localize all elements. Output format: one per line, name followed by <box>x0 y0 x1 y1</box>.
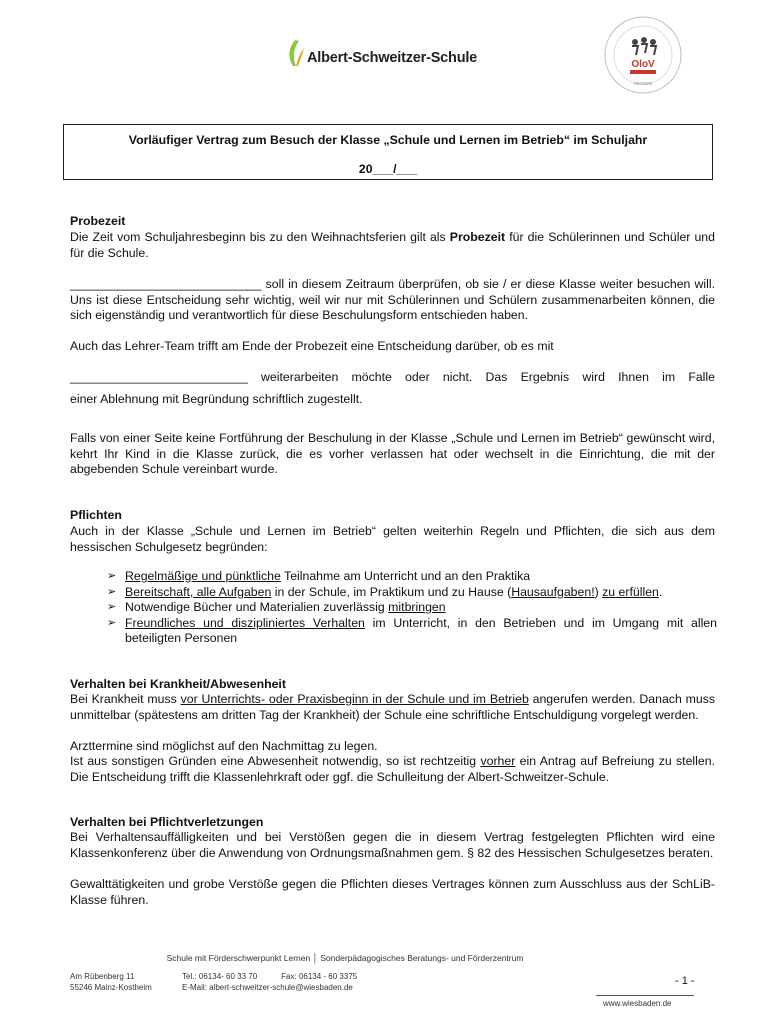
footer-divider <box>596 995 694 996</box>
footer-address-city: 55246 Mainz-Kostheim <box>70 983 152 992</box>
footer-tel: Tel.: 06134- 60 33 70 <box>182 972 258 981</box>
pflichten-intro: Auch in der Klasse „Schule und Lernen im Betrieb“ gelten weiterhin Regeln und Pflichten, die sich aus dem hessischen Schulgesetz begründen: <box>70 524 715 554</box>
krankheit-paragraph-2: Arzttermine sind möglichst auf den Nachmittag zu legen. <box>70 739 378 753</box>
footer-address-street: Am Rübenberg 11 <box>70 972 135 981</box>
seal-olov: OloV <box>631 59 655 70</box>
probezeit-paragraph-5: einer Ablehnung mit Begründung schriftlich zugestellt. <box>70 392 363 406</box>
krankheit-paragraph-1: Bei Krankheit muss vor Unterrichts- oder Praxisbeginn in der Schule und im Betrieb angerufen werden. Danach muss unmittelbar (spätestens am dritten Tag der Krankheit) der Schule eine schriftliche Entschuldigung vorgelegt werden. <box>70 692 715 722</box>
footer-address <box>70 971 152 993</box>
document-title: Vorläufiger Vertrag zum Besuch der Klasse „Schule und Lernen im Betrieb“ im Schuljahr <box>128 133 648 147</box>
school-year-field: 20___/___ <box>358 162 418 176</box>
verletzungen-heading: Verhalten bei Pflichtverletzungen <box>70 815 264 829</box>
footer-fax: Fax: 06134 - 60 3375 <box>281 972 358 981</box>
title-box <box>63 124 713 180</box>
school-logo <box>285 38 505 72</box>
list-item: ➢ Freundliches und diszipliniertes Verhalten im Unterricht, in den Betrieben und im Umgang mit allen beteiligten Personen <box>107 615 717 646</box>
seal-hessen: HESSEN <box>633 81 653 86</box>
probezeit-paragraph-1: Die Zeit vom Schuljahresbeginn bis zu den Weihnachtsferien gilt als Probezeit für die Schülerinnen und Schüler und für die Schule. <box>70 230 715 260</box>
arrow-bullet-icon: ➢ <box>107 616 117 629</box>
footer-contact <box>182 971 357 993</box>
arrow-bullet-icon: ➢ <box>107 601 117 614</box>
verletzungen-paragraph-1: Bei Verhaltensauffälligkeiten und bei Verstößen gegen die in diesem Vertrag festgelegten Pflichten wird eine Klassenkonferenz über die Anwendung von Ordnungsmaßnahmen gem. § 82 des Hessischen Schulgesetzes beraten. <box>70 830 715 860</box>
verletzungen-paragraph-2: Gewalttätigkeiten und grobe Verstöße gegen die Pflichten dieses Vertrages können zum Ausschluss aus der SchLiB- Klasse führen. <box>70 877 715 907</box>
probezeit-paragraph-2: ____________________________ soll in diesem Zeitraum überprüfen, ob sie / er diese Klasse weiter besuchen will. Uns ist diese Entscheidung sehr wichtig, weil wir nur mit Schülerinnen und Schülern zusammenarbeiten können, die sich eigenständig und verantwortlich für diese Beschulungsform entschieden haben. <box>70 277 715 323</box>
footer-email: E-Mail: albert-schweitzer-schule@wiesbaden.de <box>182 983 353 992</box>
list-item: ➢ Bereitschaft, alle Aufgaben in der Schule, im Praktikum und zu Hause (Hausaufgaben!) zu erfüllen. <box>107 584 663 599</box>
footer-website: www.wiesbaden.de <box>603 999 672 1008</box>
arrow-bullet-icon: ➢ <box>107 585 117 598</box>
list-item: ➢ Regelmäßige und pünktliche Teilnahme am Unterricht und an den Praktika <box>107 569 531 583</box>
page-number: - 1 - <box>675 975 695 987</box>
list-item: ➢ Notwendige Bücher und Materialien zuverlässig mitbringen <box>107 600 446 615</box>
arrow-bullet-icon: ➢ <box>107 570 117 582</box>
footer-center-line: Schule mit Förderschwerpunkt Lernen │ Sonderpädagogisches Beratungs- und Förderzentrum <box>166 953 524 963</box>
probezeit-paragraph-3: Auch das Lehrer-Team trifft am Ende der Probezeit eine Entscheidung darüber, ob es mit <box>70 339 554 353</box>
probezeit-paragraph-6: Falls von einer Seite keine Fortführung der Beschulung in der Klasse „Schule und Lernen im Betrieb“ gewünscht wird, kehrt Ihr Kind in die Klasse zurück, die es vorher verlassen hat oder wechselt in die Einrichtung, die mit der abgebenden Schule vereinbart wurde. <box>70 431 715 477</box>
school-name: Albert-Schweitzer-Schule <box>307 50 478 66</box>
pflichten-heading: Pflichten <box>70 508 122 522</box>
probezeit-paragraph-4: __________________________ weiterarbeiten möchte oder nicht. Das Ergebnis wird Ihnen im Falle <box>70 370 715 384</box>
probezeit-heading: Probezeit <box>70 214 126 228</box>
krankheit-heading: Verhalten bei Krankheit/Abwesenheit <box>70 677 286 691</box>
pflichten-list <box>107 569 717 647</box>
leaf-logo-icon <box>285 38 305 68</box>
krankheit-paragraph-3: Ist aus sonstigen Gründen eine Abwesenheit notwendig, so ist rechtzeitig vorher ein Antrag auf Befreiung zu stellen. Die Entscheidung trifft die Klassenlehrkraft oder ggf. die Schulleitung der Albert-Schweitzer-Schule. <box>70 754 715 784</box>
olov-seal-icon <box>603 15 683 95</box>
